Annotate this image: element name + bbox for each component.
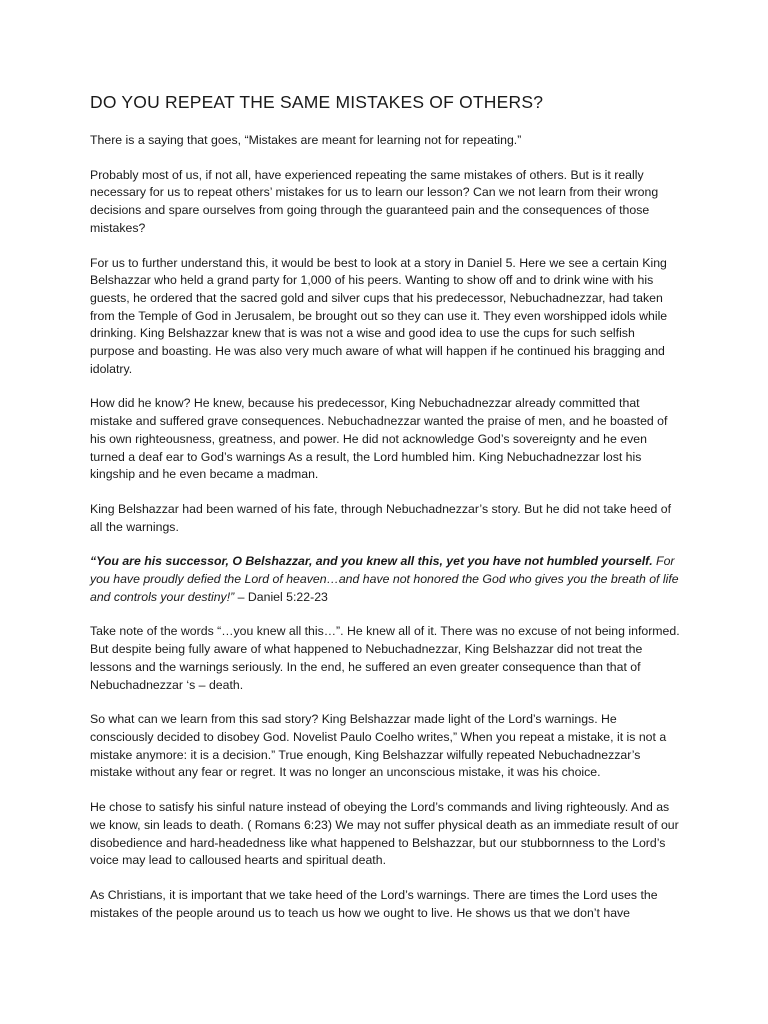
paragraph-saying: There is a saying that goes, “Mistakes are meant for learning not for repeating.” xyxy=(90,133,522,147)
paragraph-how-did-he-know: How did he know? He knew, because his predecessor, King Nebuchadnezzar already committed that mistake and suffered grave consequences. Nebuchadnezzar wanted the praise of men, and he boasted of his own righteousness, greatness, and power. He did not acknowledge God’s sovereignty and he even turned a deaf ear to God’s warnings As a result, the Lord humbled him. King Nebuchadnezzar lost his kingship and he even became a madman. xyxy=(90,396,668,482)
paragraph-warned-of-fate: King Belshazzar had been warned of his fate, through Nebuchadnezzar’s story. But he did not take heed of all the warnings. xyxy=(90,501,672,534)
scripture-reference: – Daniel 5:22-23 xyxy=(234,589,328,604)
paragraph-take-note: Take note of the words “…you knew all this…”. He knew all of it. There was no excuse of not being informed. But despite being fully aware of what happened to Nebuchadnezzar, King Belshazzar did not treat the lessons and the warnings seriously. In the end, he suffered an even greater consequence than that of Nebuchadnezzar ‘s – death. xyxy=(90,624,680,692)
paragraph-sinful-nature: He chose to satisfy his sinful nature instead of obeying the Lord’s commands and living righteously. And as we know, sin leads to death. ( Romans 6:23) We may not suffer physical death as an immediate result of our disobedience and hard-headedness like what happened to Belshazzar, but our stubbornness to the Lord’s voice may lead to calloused hearts and spiritual death. xyxy=(90,800,679,868)
document-title: DO YOU REPEAT THE SAME MISTAKES OF OTHERS? xyxy=(90,92,544,112)
scripture-quote-italic: For you have proudly defied the Lord of heaven…and have not honored the God who gives you the breath of life and controls your destiny!” xyxy=(90,554,679,604)
paragraph-as-christians: As Christians, it is important that we take heed of the Lord’s warnings. There are times the Lord uses the mistakes of the people around us to teach us how we ought to live. He shows us that we don’t have xyxy=(90,887,658,920)
document-page xyxy=(90,92,680,939)
paragraph-what-can-we-learn: So what can we learn from this sad story? King Belshazzar made light of the Lord’s warnings. He consciously decided to disobey God. Novelist Paulo Coelho writes,” When you repeat a mistake, it is not a mistake anymore: it is a decision.” True enough, King Belshazzar wilfully repeated Nebuchadnezzar’s mistake without any fear or regret. It was no longer an unconscious mistake, it was his choice. xyxy=(90,712,667,780)
paragraph-daniel-story: For us to further understand this, it would be best to look at a story in Daniel 5. Here we see a certain King Belshazzar who held a grand party for 1,000 of his peers. Wanting to show off and to drink wine with his guests, he ordered that the sacred gold and silver cups that his predecessor, Nebuchadnezzar, had taken from the Temple of God in Jerusalem, be brought out so they can use it. They even worshipped idols while drinking. King Belshazzar knew that is was not a wise and good idea to use the cups for such selfish purpose and boasting. He was also very much aware of what will happen if he continued his bragging and idolatry. xyxy=(90,255,668,376)
scripture-quote-bold: “You are his successor, O Belshazzar, and you knew all this, yet you have not humbled yourself. xyxy=(90,554,653,569)
paragraph-repeating-mistakes: Probably most of us, if not all, have experienced repeating the same mistakes of others. But is it really necessary for us to repeat others’ mistakes for us to learn our lesson? Can we not learn from their wrong decisions and spare ourselves from going through the guaranteed pain and the consequences of those mistakes? xyxy=(90,167,659,235)
scripture-quote xyxy=(90,553,680,606)
